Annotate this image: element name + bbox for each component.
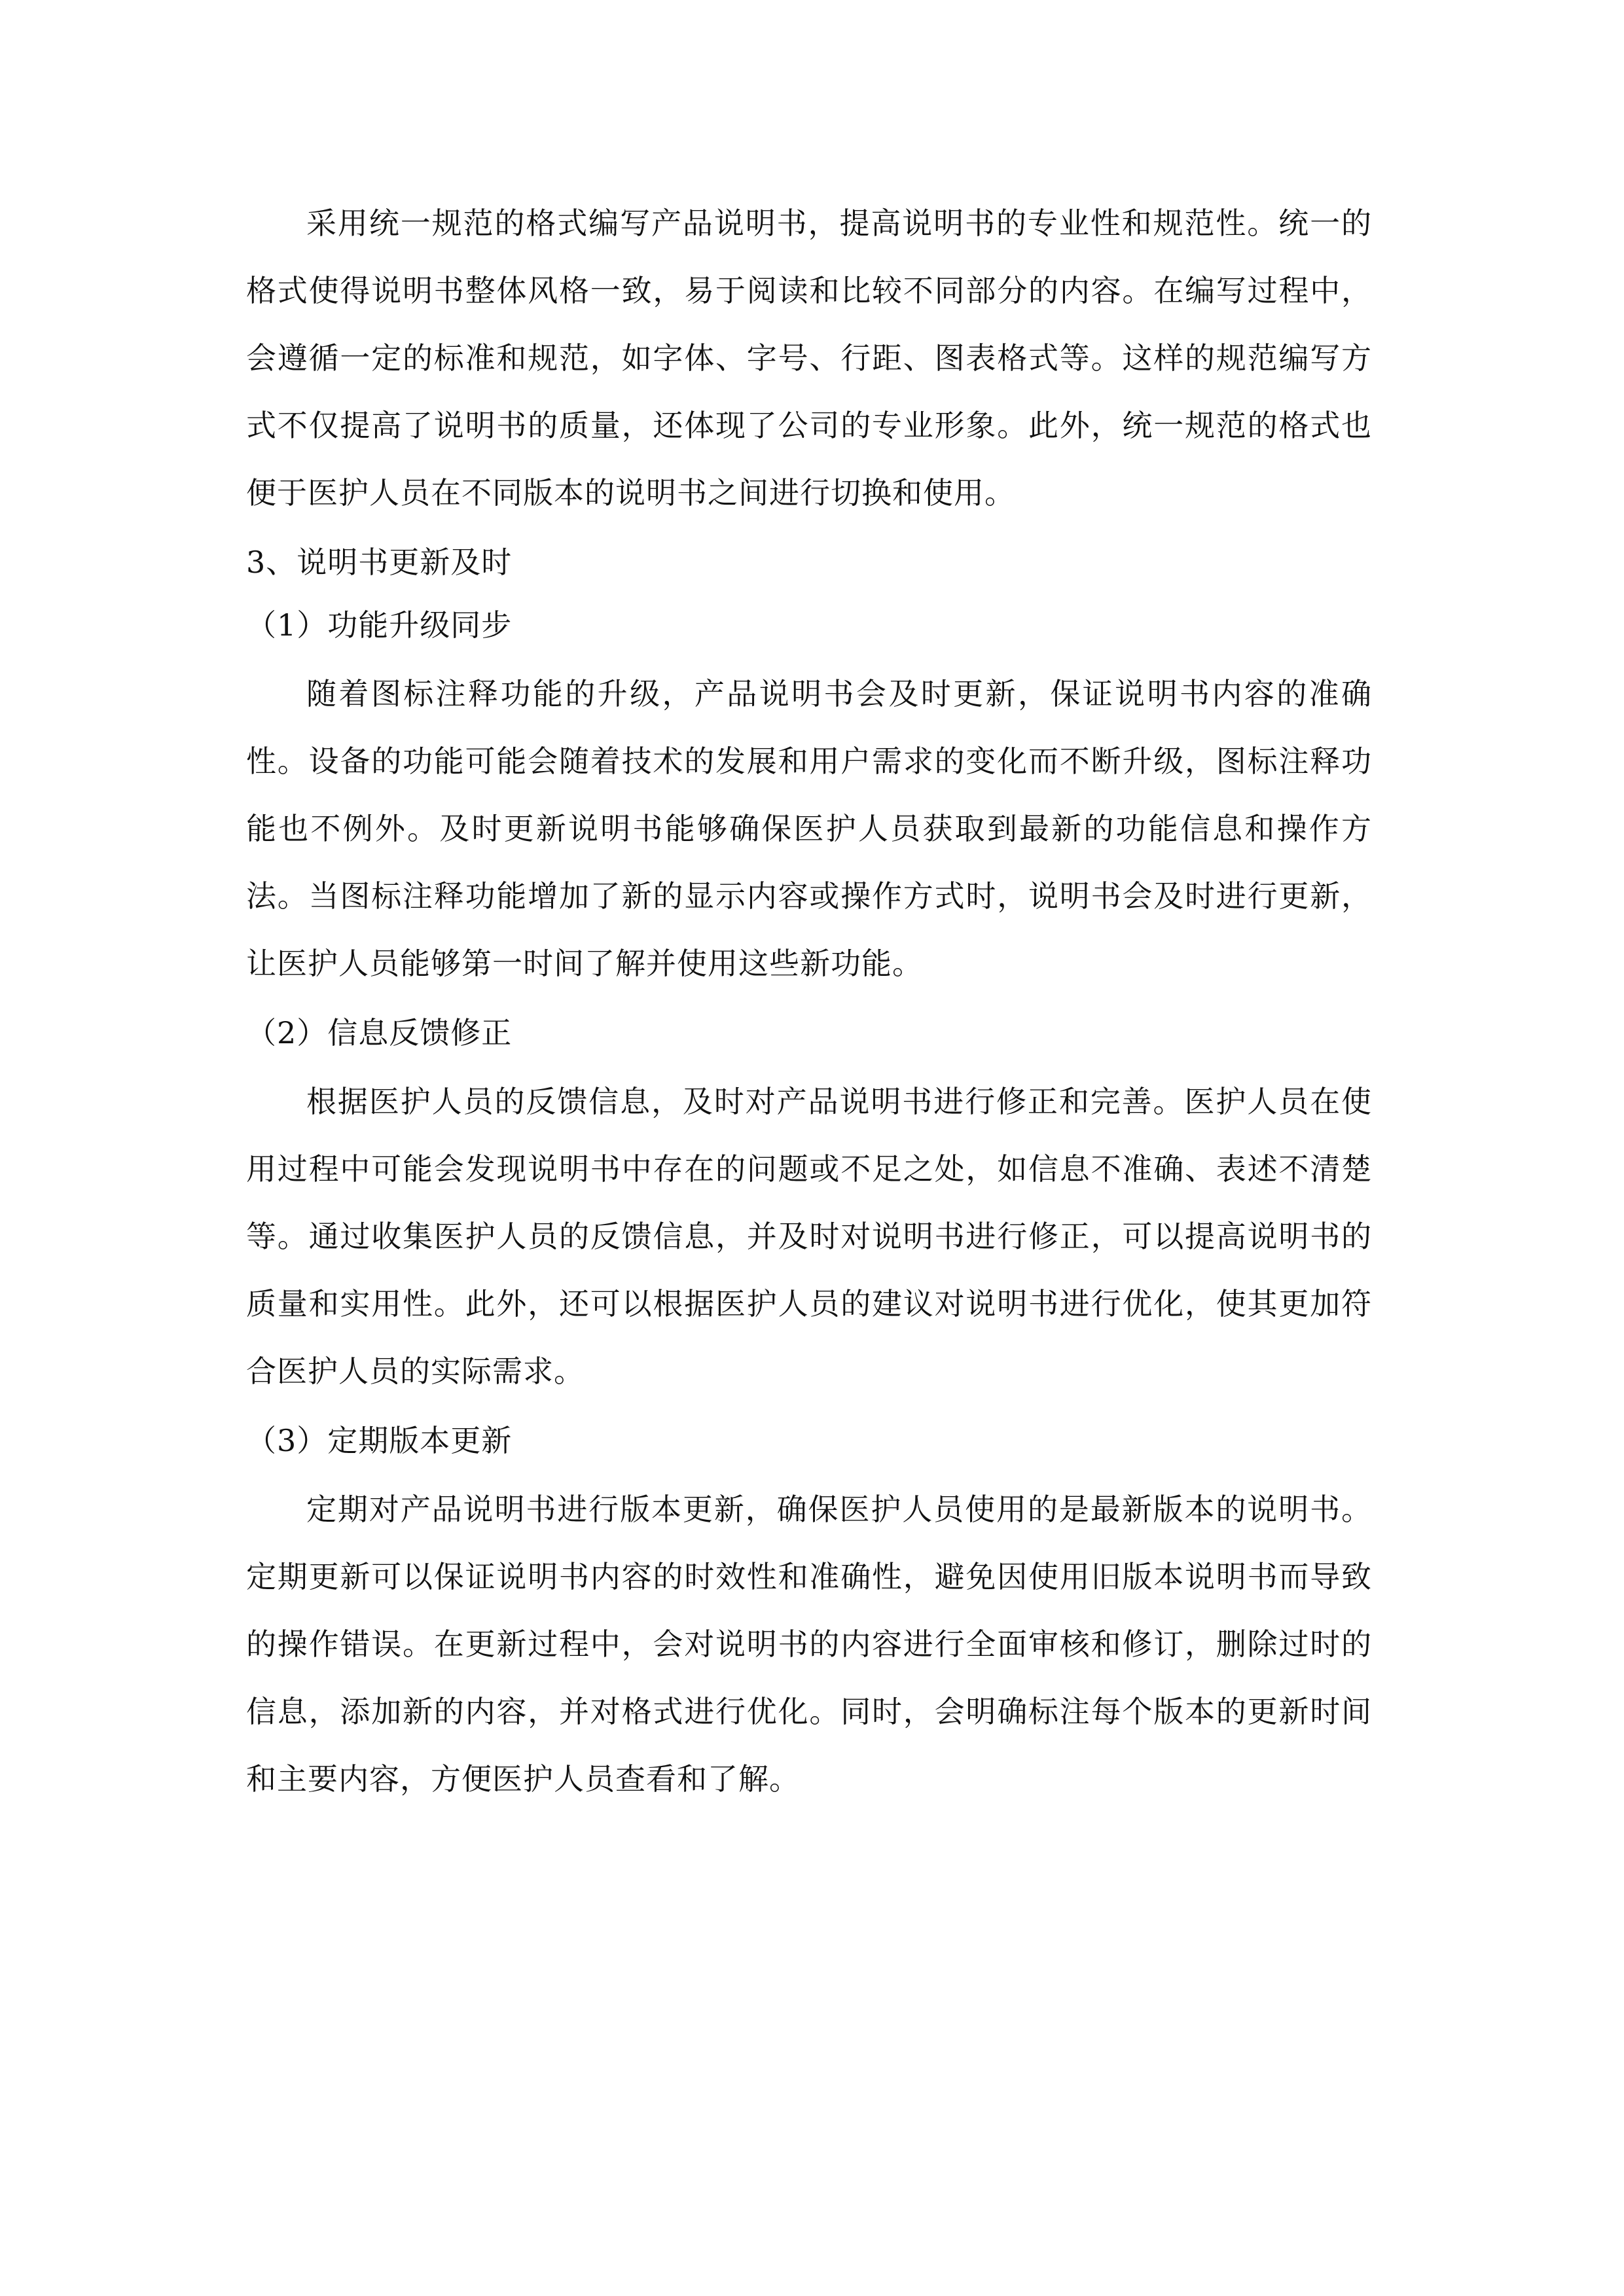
subsection-2-heading: （2）信息反馈修正 (246, 1015, 513, 1050)
section-3-heading: 3、说明书更新及时 (246, 545, 513, 580)
intro-paragraph: 采用统一规范的格式编写产品说明书，提高说明书的专业性和规范性。统一的格式使得说明书整体风格一致，易于阅读和比较不同部分的内容。在编写过程中，会遵循一定的标准和规范，如字体、字号、行距、图表格式等。这样的规范编写方式不仅提高了说明书的质量，还体现了公司的专业形象。此外，统一规范的格式也便于医护人员在不同版本的说明书之间进行切换和使用。 (246, 206, 1372, 511)
document-body (246, 190, 1372, 1813)
subsection-3-paragraph: 定期对产品说明书进行版本更新，确保医护人员使用的是最新版本的说明书。定期更新可以保证说明书内容的时效性和准确性，避免因使用旧版本说明书而导致的操作错误。在更新过程中，会对说明书的内容进行全面审核和修订，删除过时的信息，添加新的内容，并对格式进行优化。同时，会明确标注每个版本的更新时间和主要内容，方便医护人员查看和了解。 (246, 1492, 1372, 1797)
subsection-2-paragraph: 根据医护人员的反馈信息，及时对产品说明书进行修正和完善。医护人员在使用过程中可能会发现说明书中存在的问题或不足之处，如信息不准确、表述不清楚等。通过收集医护人员的反馈信息，并及时对说明书进行修正，可以提高说明书的质量和实用性。此外，还可以根据医护人员的建议对说明书进行优化，使其更加符合医护人员的实际需求。 (246, 1084, 1372, 1389)
subsection-1-paragraph: 随着图标注释功能的升级，产品说明书会及时更新，保证说明书内容的准确性。设备的功能可能会随着技术的发展和用户需求的变化而不断升级，图标注释功能也不例外。及时更新说明书能够确保医护人员获取到最新的功能信息和操作方法。当图标注释功能增加了新的显示内容或操作方式时，说明书会及时进行更新，让医护人员能够第一时间了解并使用这些新功能。 (246, 676, 1372, 981)
subsection-3-heading: （3）定期版本更新 (246, 1423, 513, 1458)
subsection-1-heading: （1）功能升级同步 (246, 607, 513, 643)
